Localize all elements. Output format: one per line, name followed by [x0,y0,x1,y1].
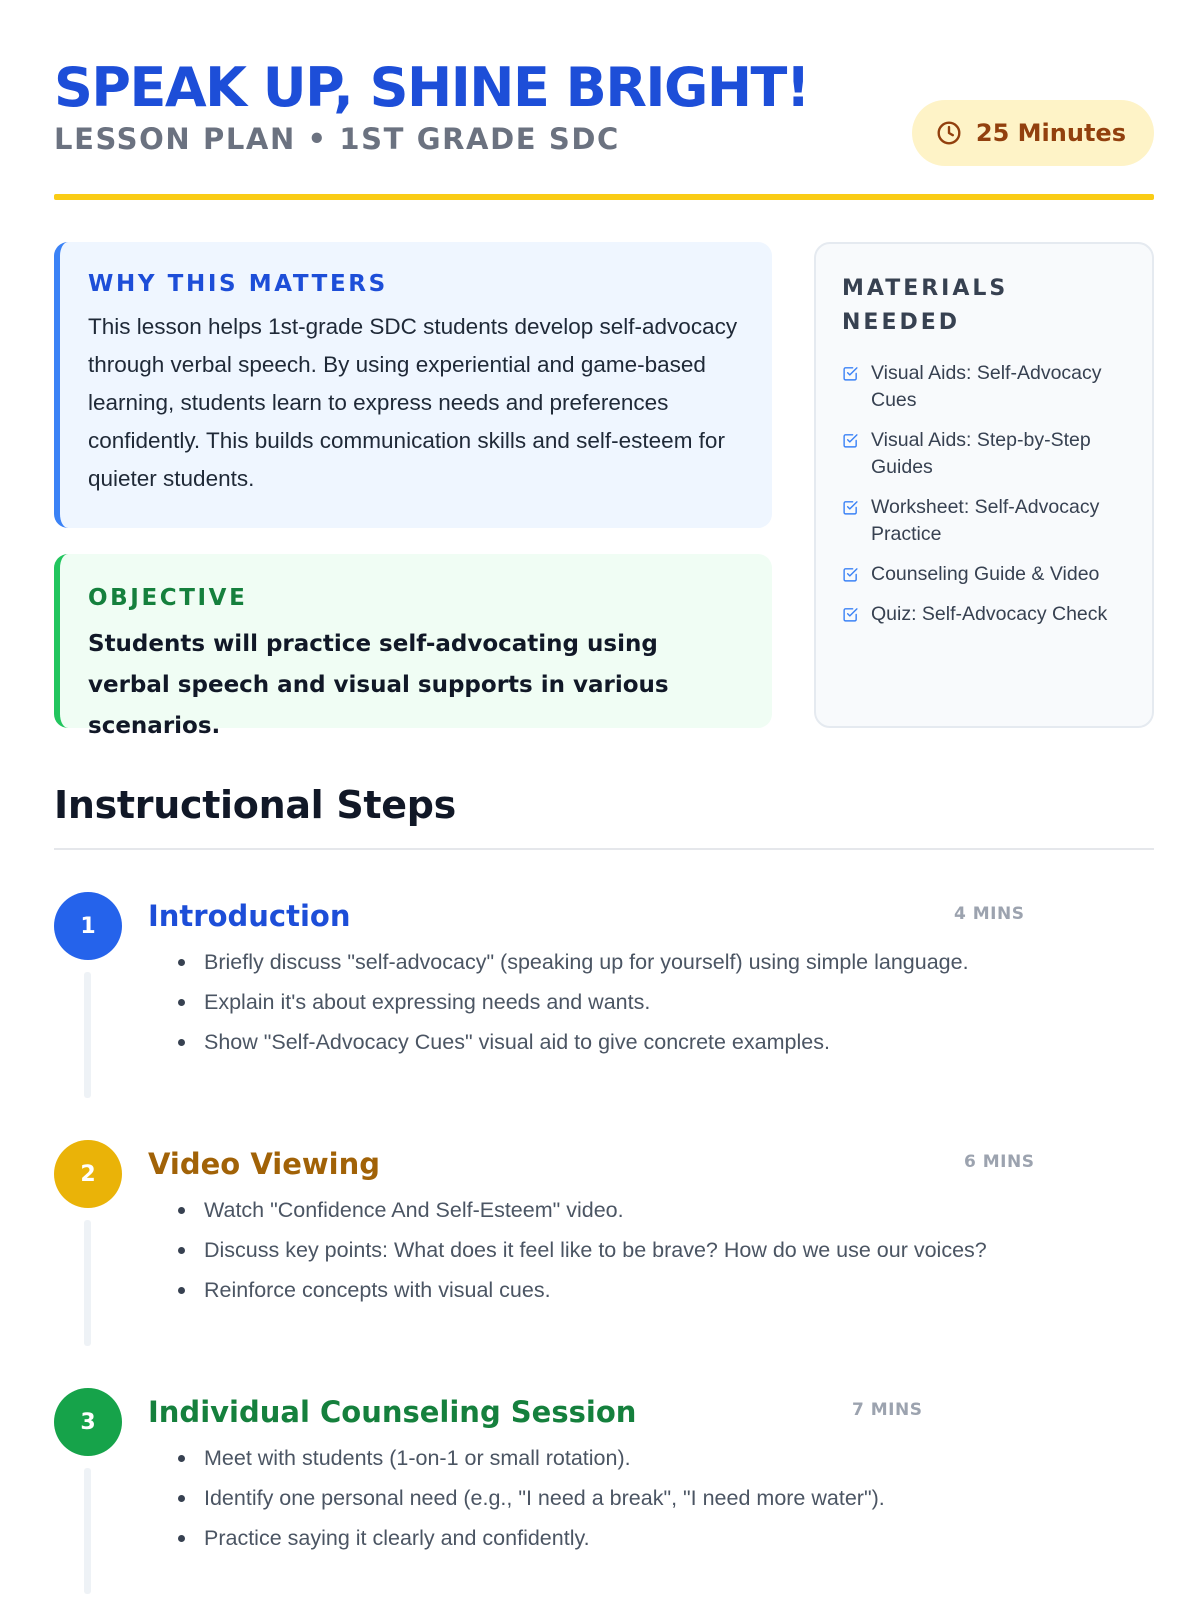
material-label: Visual Aids: Step-by-Step Guides [871,429,1091,478]
checkbox-icon [842,566,859,583]
objective-title: OBJECTIVE [88,585,248,611]
material-label: Worksheet: Self-Advocacy Practice [871,496,1100,545]
material-label: Visual Aids: Self-Advocacy Cues [871,362,1102,411]
step-duration: 7 MINS [852,1400,923,1420]
list-item [842,360,1130,414]
checkbox-icon [842,365,859,382]
step-number-badge: 2 [54,1140,122,1208]
step-connector [84,1468,91,1594]
steps-heading: Instructional Steps [54,783,456,827]
step-bullets [174,1438,885,1558]
header-divider [54,194,1154,200]
material-label: Counseling Guide & Video [871,563,1100,585]
clock-icon [936,120,962,146]
checkbox-icon [842,499,859,516]
why-this-matters-card [54,242,772,528]
duration-label: 25 Minutes [975,119,1126,147]
step-introduction [54,892,1154,1102]
step-connector [84,1220,91,1346]
materials-list [842,360,1130,628]
materials-card [814,242,1154,728]
step-header [148,1392,636,1432]
step-connector [84,972,91,1098]
page-subtitle: LESSON PLAN • 1ST GRADE SDC [54,122,620,156]
why-title: WHY THIS MATTERS [88,271,388,297]
list-item [842,494,1130,548]
step-video-viewing [54,1140,1154,1350]
step-bullets [174,1190,987,1310]
list-item: Briefly discuss "self-advocacy" (speaking up for yourself) using simple language. [174,942,969,982]
objective-text: Students will practice self-advocating using verbal speech and visual supports in various scenarios. [88,631,669,739]
step-duration: 6 MINS [964,1152,1035,1172]
list-item: Explain it's about expressing needs and wants. [174,982,969,1022]
list-item [842,561,1130,588]
list-item: Watch "Confidence And Self-Esteem" video. [174,1190,987,1230]
material-label: Quiz: Self-Advocacy Check [871,603,1108,625]
step-title: Video Viewing [148,1147,380,1181]
step-duration: 4 MINS [954,904,1025,924]
step-title: Introduction [148,899,351,933]
list-item: Practice saying it clearly and confidently. [174,1518,885,1558]
list-item: Discuss key points: What does it feel like to be brave? How do we use our voices? [174,1230,987,1270]
page-title: SPEAK UP, SHINE BRIGHT! [54,56,809,119]
step-number-badge: 1 [54,892,122,960]
why-text: This lesson helps 1st-grade SDC students develop self-advocacy through verbal speech. By using experiential and game-based learning, students learn to express needs and preferences confidently. This builds communication skills and self-esteem for quieter students. [88,314,738,491]
step-individual-counseling [54,1388,1154,1598]
duration-badge [912,100,1154,166]
list-item [842,601,1130,628]
lesson-header [54,56,1154,202]
list-item: Reinforce concepts with visual cues. [174,1270,987,1310]
list-item [842,427,1130,481]
list-item: Meet with students (1-on-1 or small rotation). [174,1438,885,1478]
step-bullets [174,942,969,1062]
list-item: Identify one personal need (e.g., "I need a break", "I need more water"). [174,1478,885,1518]
step-number-badge: 3 [54,1388,122,1456]
steps-divider [54,848,1154,850]
materials-title: MATERIALS NEEDED [842,276,1009,335]
objective-card [54,554,772,739]
checkbox-icon [842,606,859,623]
list-item: Show "Self-Advocacy Cues" visual aid to give concrete examples. [174,1022,969,1062]
step-title: Individual Counseling Session [148,1395,637,1429]
step-header [148,896,351,936]
checkbox-icon [842,432,859,449]
step-header [148,1144,380,1184]
